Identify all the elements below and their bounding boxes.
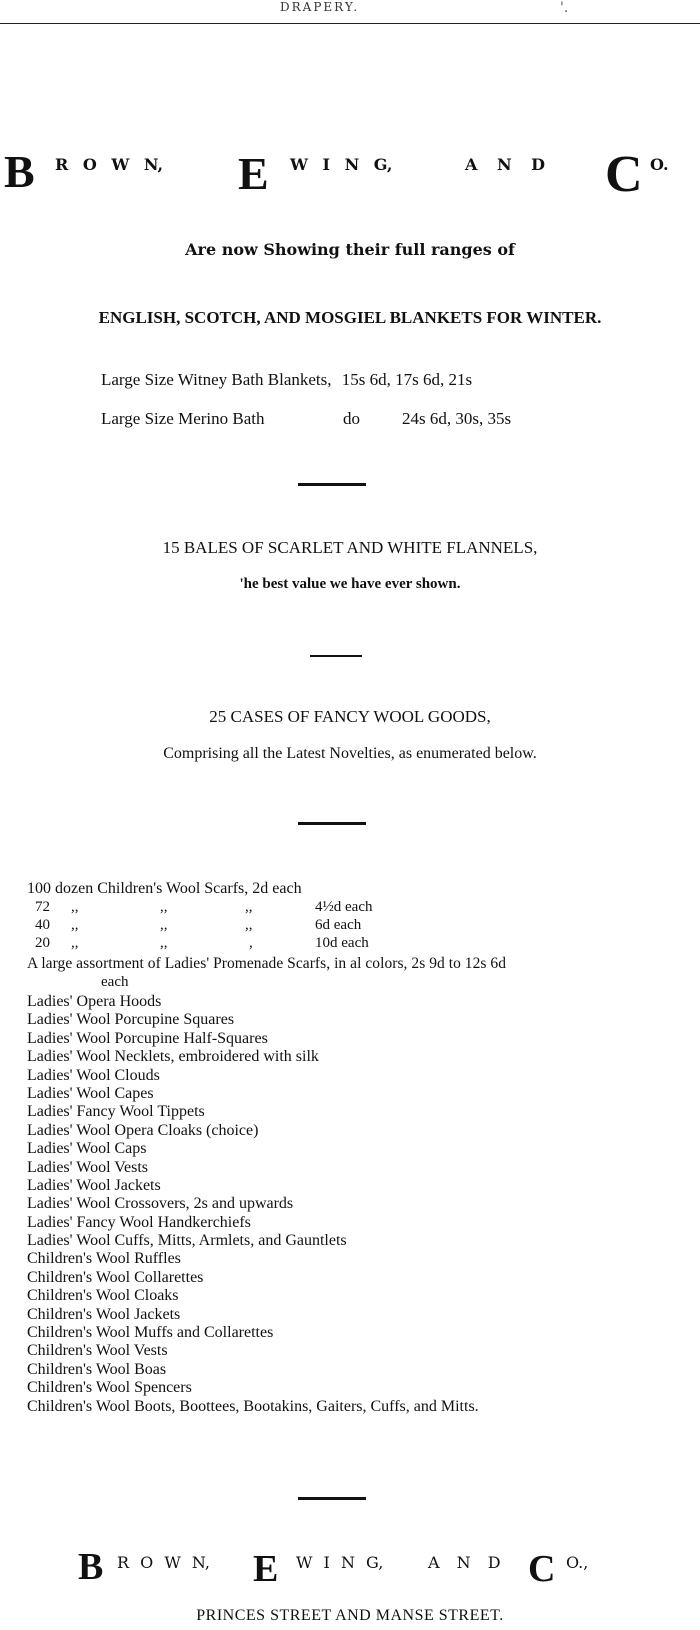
list-item: Ladies' Opera Hoods (27, 993, 162, 1010)
top-rule (0, 23, 700, 24)
list-item: Ladies' Wool Porcupine Half-Squares (27, 1029, 268, 1047)
section-rule (298, 483, 366, 486)
firm-word-rown: R O W N, (55, 155, 164, 174)
firm-word-and: A N D (465, 155, 546, 174)
list-item: Ladies' Wool Vests (27, 1158, 148, 1176)
ditto-mark: , (249, 935, 253, 951)
footer-initial-e: E (253, 1548, 279, 1590)
list-item: Ladies' Wool Caps (27, 1140, 147, 1158)
assortment-line: A large assortment of Ladies' Promenade Scarfs, in al colors, 2s 9d to 12s 6d (27, 955, 507, 972)
section-rule (298, 1497, 366, 1500)
flannels-heading: 15 BALES OF SCARLET AND WHITE FLANNELS, (162, 538, 538, 557)
ditto-mark: ,, (160, 917, 168, 933)
running-head: DRAPERY. (280, 0, 360, 14)
footer-address: PRINCES STREET AND MANSE STREET. (196, 1607, 504, 1624)
firm-word-o: O. (650, 155, 669, 174)
firm-initial-e: E (238, 148, 269, 199)
scarfs-first-line: 100 dozen Children's Wool Scarfs, 2d each (27, 880, 302, 897)
ditto-mark: ,, (160, 899, 168, 915)
scarf-qty: 20 (35, 935, 50, 951)
assortment-continuation: each (101, 974, 129, 990)
scarf-row-40 (35, 917, 415, 935)
blanket-row-witney (101, 370, 472, 390)
scarf-qty: 72 (35, 899, 50, 915)
footer-word-o: O., (566, 1553, 589, 1572)
firm-initial-c: C (605, 146, 643, 203)
blanket-item: Large Size Merino Bath (101, 409, 265, 428)
list-item: Children's Wool Jackets (27, 1305, 181, 1323)
blanket-item: Large Size Witney Bath Blankets, (101, 370, 332, 389)
ditto-mark: ,, (160, 935, 168, 951)
list-item: Children's Wool Muffs and Collarettes (27, 1324, 274, 1342)
scarf-price: 4½d each (315, 899, 373, 915)
list-item: Ladies' Wool Cuffs, Mitts, Armlets, and Gauntlets (27, 1232, 347, 1250)
scarf-price: 10d each (315, 935, 369, 951)
ditto-mark: ,, (71, 899, 79, 915)
section-rule (298, 822, 366, 825)
list-item: Children's Wool Boas (27, 1360, 167, 1378)
ditto-mark: ,, (245, 917, 253, 933)
list-item: Ladies' Fancy Wool Handkerchiefs (27, 1213, 251, 1231)
scarf-qty: 40 (35, 917, 50, 933)
section-rule (310, 655, 362, 657)
blanket-prices: 24s 6d, 30s, 35s (402, 409, 512, 428)
list-item: Children's Wool Ruffles (27, 1250, 181, 1268)
list-item: Children's Wool Cloaks (27, 1287, 179, 1305)
firm-initial-b: B (4, 146, 35, 197)
ditto-mark: ,, (71, 935, 79, 951)
list-item: Children's Wool Boots, Boottees, Bootakins, Gaiters, Cuffs, and Mitts. (27, 1397, 479, 1415)
scarf-row-20 (35, 935, 415, 953)
wool-goods-subline: Comprising all the Latest Novelties, as enumerated below. (163, 745, 537, 762)
header-mark: '. (560, 0, 569, 16)
footer-initial-b: B (78, 1546, 104, 1588)
scarf-row-72 (35, 899, 415, 917)
ditto-mark: ,, (245, 899, 253, 915)
wool-goods-list (27, 993, 479, 1416)
blankets-heading: ENGLISH, SCOTCH, AND MOSGIEL BLANKETS FOR WINTER. (98, 308, 602, 327)
ditto-mark: ,, (71, 917, 79, 933)
scarf-price: 6d each (315, 917, 362, 933)
list-item: Ladies' Wool Jackets (27, 1176, 161, 1194)
list-item: Children's Wool Collarettes (27, 1268, 204, 1286)
flannels-subline: 'he best value we have ever shown. (239, 576, 461, 592)
list-item: Children's Wool Vests (27, 1342, 168, 1360)
footer-word-rown: R O W N, (117, 1553, 210, 1572)
firm-name-heading (0, 145, 700, 205)
intro-line: Are now Showing their full ranges of (185, 240, 515, 259)
wool-goods-heading: 25 CASES OF FANCY WOOL GOODS, (209, 707, 491, 726)
blanket-prices: 15s 6d, 17s 6d, 21s (341, 370, 473, 389)
list-item: Ladies' Wool Clouds (27, 1066, 160, 1084)
footer-word-wing: W I N G, (296, 1553, 384, 1572)
list-item: Ladies' Wool Necklets, embroidered with silk (27, 1048, 319, 1066)
footer-firm-name (0, 1545, 700, 1605)
blanket-row-merino (101, 409, 512, 429)
footer-word-and: A N D (428, 1553, 501, 1572)
list-item: Ladies' Wool Crossovers, 2s and upwards (27, 1195, 294, 1213)
firm-word-wing: W I N G, (290, 155, 393, 174)
list-item: Children's Wool Spencers (27, 1379, 192, 1397)
list-item: Ladies' Wool Capes (27, 1084, 154, 1102)
list-item: Ladies' Wool Opera Cloaks (choice) (27, 1121, 259, 1139)
list-item: Ladies' Fancy Wool Tippets (27, 1103, 205, 1121)
footer-initial-c: C (528, 1548, 556, 1590)
list-item: Ladies' Wool Porcupine Squares (27, 1011, 235, 1029)
blanket-ditto: do (343, 409, 360, 428)
